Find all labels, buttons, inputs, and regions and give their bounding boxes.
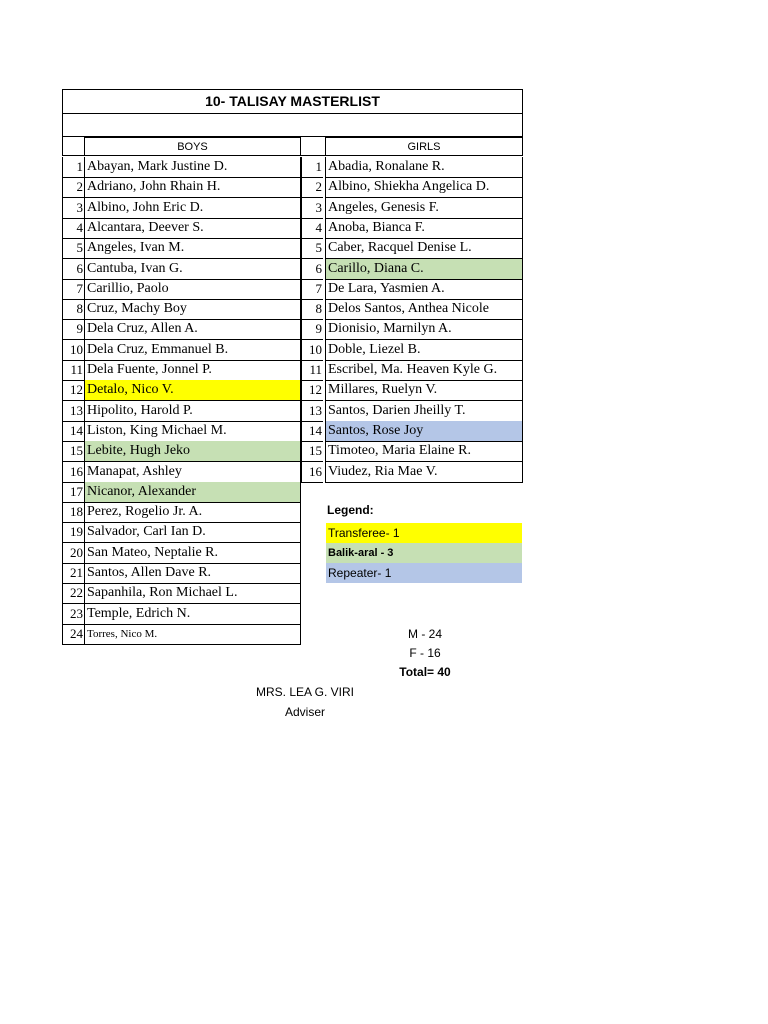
boys-student-name: Angeles, Ivan M. [84,238,301,259]
boys-row-number: 7 [62,279,84,300]
boys-row-number: 5 [62,238,84,259]
legend-repeater: Repeater- 1 [326,563,522,583]
girls-student-name: Albino, Shiekha Angelica D. [325,177,523,198]
girls-row-number: 8 [301,299,323,320]
legend-balik-aral: Balik-aral - 3 [326,543,522,563]
boys-row-number: 3 [62,198,84,219]
girls-student-name: Angeles, Genesis F. [325,198,523,219]
boys-row-number: 18 [62,502,84,523]
boys-student-name: Perez, Rogelio Jr. A. [84,502,301,523]
girls-row-number: 5 [301,238,323,259]
girls-student-name: Santos, Darien Jheilly T. [325,401,523,422]
boys-student-name: Cantuba, Ivan G. [84,259,301,280]
boys-student-name: Dela Cruz, Emmanuel B. [84,340,301,361]
girls-student-name: Escribel, Ma. Heaven Kyle G. [325,360,523,381]
boys-row-number: 19 [62,522,84,543]
boys-row-number: 24 [62,624,84,645]
boys-row-number: 4 [62,218,84,239]
male-count: M - 24 [407,627,442,641]
boys-student-name: Lebite, Hugh Jeko [84,441,301,462]
boys-row-number: 21 [62,563,84,584]
girls-row-number: 15 [301,441,323,462]
girls-student-name: Dionisio, Marnilyn A. [325,319,523,340]
girls-student-name: Viudez, Ria Mae V. [325,462,523,483]
boys-row-number: 1 [62,157,84,178]
boys-student-name: Abayan, Mark Justine D. [84,157,301,178]
boys-student-name: Nicanor, Alexander [84,482,301,503]
boys-row-number: 23 [62,604,84,625]
boys-student-name: Hipolito, Harold P. [84,401,301,422]
girls-row-number: 4 [301,218,323,239]
boys-student-name: Adriano, John Rhain H. [84,177,301,198]
girls-student-name: Doble, Liezel B. [325,340,523,361]
boys-student-name: Salvador, Carl Ian D. [84,522,301,543]
girls-row-number: 6 [301,259,323,280]
girls-student-name: Abadia, Ronalane R. [325,157,523,178]
legend-transferee: Transferee- 1 [326,523,522,543]
boys-row-number: 20 [62,543,84,564]
girls-header: GIRLS [325,137,523,156]
girls-student-name: Caber, Racquel Denise L. [325,238,523,259]
boys-student-name: Detalo, Nico V. [84,380,301,401]
boys-row-number: 2 [62,177,84,198]
boys-num-header [62,137,84,156]
girls-row-number: 1 [301,157,323,178]
female-count: F - 16 [409,646,441,660]
boys-student-name: Sapanhila, Ron Michael L. [84,583,301,604]
boys-row-number: 22 [62,583,84,604]
boys-student-name: Santos, Allen Dave R. [84,563,301,584]
girls-row-number: 2 [301,177,323,198]
girls-student-name: De Lara, Yasmien A. [325,279,523,300]
girls-student-name: Timoteo, Maria Elaine R. [325,441,523,462]
boys-row-number: 11 [62,360,84,381]
boys-student-name: Carillio, Paolo [84,279,301,300]
girls-row-number: 13 [301,401,323,422]
boys-row-number: 15 [62,441,84,462]
total-count: Total= 40 [399,665,451,679]
girls-student-name: Carillo, Diana C. [325,259,523,280]
girls-student-name: Santos, Rose Joy [325,421,523,442]
blank-row [62,113,523,137]
boys-student-name: Albino, John Eric D. [84,198,301,219]
girls-row-number: 16 [301,462,323,483]
girls-row-number: 14 [301,421,323,442]
boys-row-number: 8 [62,299,84,320]
girls-row-number: 9 [301,319,323,340]
boys-row-number: 9 [62,319,84,340]
boys-student-name: Dela Cruz, Allen A. [84,319,301,340]
boys-student-name: Liston, King Michael M. [84,421,301,442]
adviser-role: Adviser [284,705,325,719]
girls-student-name: Millares, Ruelyn V. [325,380,523,401]
boys-student-name: Manapat, Ashley [84,462,301,483]
sheet-title: 10- TALISAY MASTERLIST [62,89,523,114]
boys-row-number: 13 [62,401,84,422]
boys-student-name: San Mateo, Neptalie R. [84,543,301,564]
boys-student-name: Alcantara, Deever S. [84,218,301,239]
legend-title: Legend: [327,503,374,517]
boys-row-number: 17 [62,482,84,503]
boys-student-name: Dela Fuente, Jonnel P. [84,360,301,381]
adviser-name: MRS. LEA G. VIRI [255,685,355,699]
boys-row-number: 14 [62,421,84,442]
girls-row-number: 10 [301,340,323,361]
boys-row-number: 10 [62,340,84,361]
boys-student-name: Torres, Nico M. [84,624,301,645]
boys-student-name: Cruz, Machy Boy [84,299,301,320]
girls-row-number: 3 [301,198,323,219]
girls-student-name: Anoba, Bianca F. [325,218,523,239]
girls-row-number: 11 [301,360,323,381]
boys-row-number: 16 [62,462,84,483]
girls-student-name: Delos Santos, Anthea Nicole [325,299,523,320]
girls-num-header [301,137,325,156]
girls-row-number: 7 [301,279,323,300]
girls-row-number: 12 [301,380,323,401]
boys-student-name: Temple, Edrich N. [84,604,301,625]
boys-row-number: 12 [62,380,84,401]
boys-header: BOYS [84,137,301,156]
boys-row-number: 6 [62,259,84,280]
